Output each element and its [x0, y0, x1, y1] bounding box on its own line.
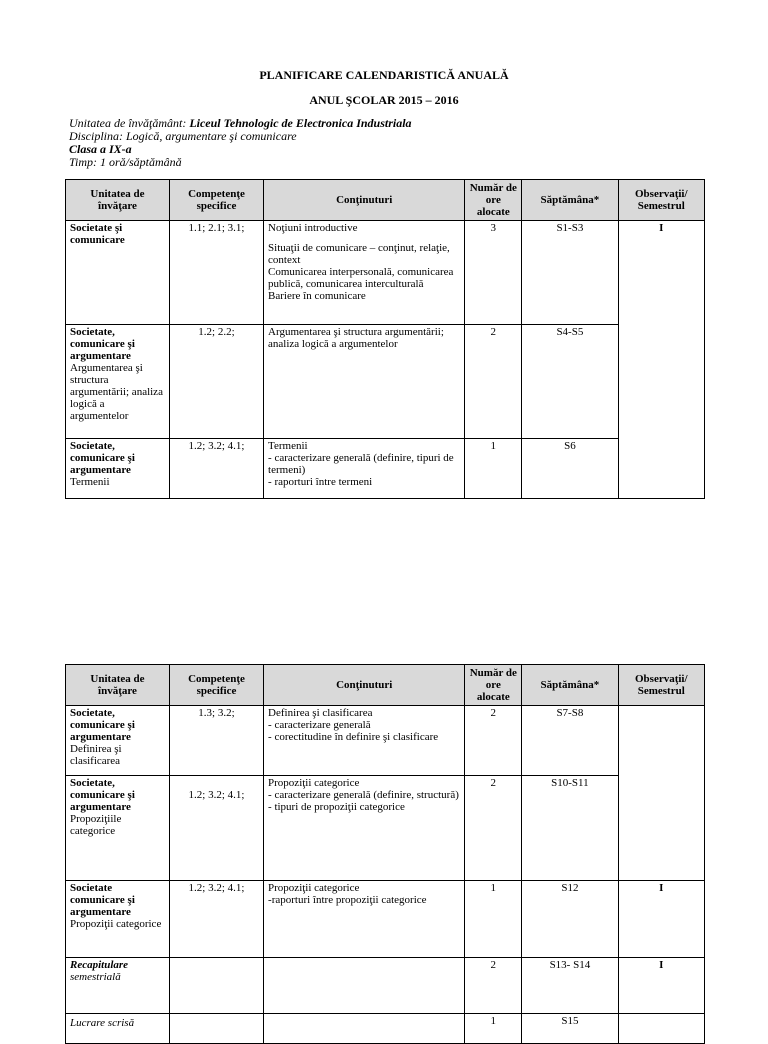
cell-continut — [264, 958, 465, 1014]
cell-continut: Argumentarea şi structura argumentării; analiza logică a argumentelor — [264, 325, 465, 439]
col-header-ore: Număr de ore alocate — [465, 180, 522, 221]
cell-observatii: I — [618, 881, 704, 958]
cell-saptamana: S1-S3 — [522, 221, 618, 325]
cell-ore: 2 — [465, 958, 522, 1014]
cell-ore: 1 — [465, 881, 522, 958]
meta-unit: Unitatea de învăţământ: Liceul Tehnologic de Electronica Industriala — [69, 116, 412, 130]
cell-competente: 1.2; 3.2; 4.1; — [169, 881, 263, 958]
cell-competente — [169, 1014, 263, 1044]
cell-unit: Societate şi comunicare — [66, 221, 170, 325]
cell-ore: 2 — [465, 776, 522, 881]
cell-unit: Societate comunicare şi argumentare Propoziţii categorice — [66, 881, 170, 958]
cell-continut — [264, 1014, 465, 1044]
col-header-unit: Unitatea de învăţare — [66, 180, 170, 221]
cell-observatii — [618, 1014, 704, 1044]
cell-competente: 1.3; 3.2; — [169, 706, 263, 776]
table-header-row — [66, 180, 705, 221]
table-row — [66, 776, 705, 881]
meta-time: Timp: 1 oră/săptămână — [69, 155, 182, 169]
table-row — [66, 958, 705, 1014]
cell-unit: Lucrare scrisă — [66, 1014, 170, 1044]
cell-continut: Propoziţii categorice -raporturi între propoziţii categorice — [264, 881, 465, 958]
cell-unit: Societate, comunicare şi argumentare Definirea şi clasificarea — [66, 706, 170, 776]
cell-saptamana: S13- S14 — [522, 958, 618, 1014]
table-row — [66, 325, 705, 439]
cell-competente: 1.2; 2.2; — [169, 325, 263, 439]
cell-observatii: I — [618, 958, 704, 1014]
cell-observatii — [618, 706, 704, 881]
cell-ore: 2 — [465, 325, 522, 439]
cell-competente: 1.2; 3.2; 4.1; — [169, 776, 263, 881]
cell-saptamana: S15 — [522, 1014, 618, 1044]
cell-saptamana: S6 — [522, 439, 618, 499]
cell-ore: 3 — [465, 221, 522, 325]
cell-observatii: I — [618, 221, 704, 499]
cell-competente — [169, 958, 263, 1014]
cell-continut: Definirea şi clasificarea - caracterizare generală - corectitudine în definire şi clasificare — [264, 706, 465, 776]
document-title: PLANIFICARE CALENDARISTICĂ ANUALĂ — [259, 68, 509, 82]
cell-competente: 1.1; 2.1; 3.1; — [169, 221, 263, 325]
cell-continut: Termenii - caracterizare generală (definire, tipuri de termeni) - raporturi între termeni — [264, 439, 465, 499]
cell-saptamana: S4-S5 — [522, 325, 618, 439]
table-row — [66, 221, 705, 325]
cell-continut: Propoziţii categorice - caracterizare generală (definire, structură) - tipuri de propoziţii categorice — [264, 776, 465, 881]
cell-unit: Societate, comunicare şi argumentare Argumentarea şi structura argumentării; analiza logică a argumentelor — [66, 325, 170, 439]
col-header-continut: Conţinuturi — [264, 665, 465, 706]
col-header-continut: Conţinuturi — [264, 180, 465, 221]
col-header-competente: Competenţe specifice — [169, 180, 263, 221]
cell-ore: 1 — [465, 1014, 522, 1044]
cell-saptamana: S12 — [522, 881, 618, 958]
cell-ore: 1 — [465, 439, 522, 499]
table-row — [66, 439, 705, 499]
table-row — [66, 1014, 705, 1044]
col-header-saptamana: Săptămâna* — [522, 180, 618, 221]
col-header-ore: Număr de ore alocate — [465, 665, 522, 706]
cell-unit: Societate, comunicare şi argumentare Propoziţiile categorice — [66, 776, 170, 881]
meta-discipline: Disciplina: Logică, argumentare şi comunicare — [69, 129, 297, 143]
table-row — [66, 881, 705, 958]
planning-table-2 — [65, 664, 705, 1044]
table-row — [66, 706, 705, 776]
cell-competente: 1.2; 3.2; 4.1; — [169, 439, 263, 499]
col-header-observatii: Observaţii/ Semestrul — [618, 665, 704, 706]
col-header-observatii: Observaţii/ Semestrul — [618, 180, 704, 221]
school-year-title: ANUL ŞCOLAR 2015 – 2016 — [309, 93, 459, 107]
cell-saptamana: S7-S8 — [522, 706, 618, 776]
col-header-competente: Competenţe specifice — [169, 665, 263, 706]
meta-class: Clasa a IX-a — [69, 142, 132, 156]
cell-continut: Noţiuni introductive Situaţii de comunicare – conţinut, relaţie, context Comunicarea interpersonală, comunicarea publică, comunicarea interculturală Bariere în comunicare — [264, 221, 465, 325]
cell-ore: 2 — [465, 706, 522, 776]
meta-block — [69, 117, 412, 169]
cell-unit: Societate, comunicare şi argumentare Termenii — [66, 439, 170, 499]
col-header-saptamana: Săptămâna* — [522, 665, 618, 706]
table-header-row — [66, 665, 705, 706]
planning-table-1 — [65, 179, 705, 499]
col-header-unit: Unitatea de învăţare — [66, 665, 170, 706]
cell-unit: Recapitulare semestrială — [66, 958, 170, 1014]
cell-saptamana: S10-S11 — [522, 776, 618, 881]
